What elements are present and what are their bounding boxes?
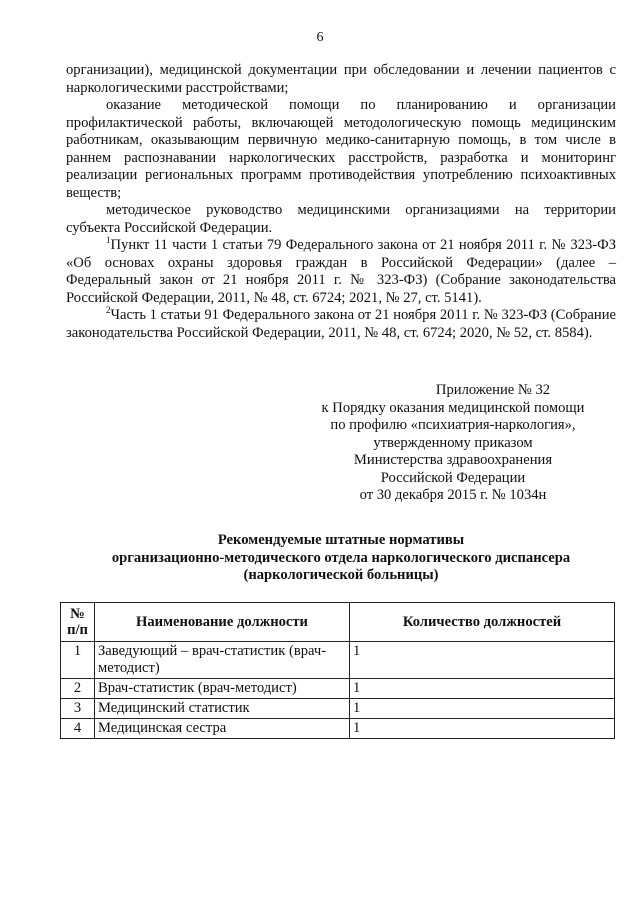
appendix-header: [300, 382, 606, 505]
appendix-line: Российской Федерации: [380, 469, 526, 486]
table-header-row: [61, 603, 615, 642]
footnote-2: [66, 307, 616, 342]
table-row: [61, 699, 615, 719]
document-body: [66, 62, 616, 342]
header-number: [61, 603, 95, 642]
footnote-2-text: Часть 1 статьи 91 Федерального закона от 21 ноября 2011 г. № 323-ФЗ (Собрание законодательства Российской Федерации, 2011, № 48, ст. 6724; 2020, № 52, ст. 8584).: [66, 307, 616, 341]
appendix-line: по профилю «психиатрия-наркология»,: [330, 417, 576, 433]
row-position-name: Врач-статистик (врач-методист): [95, 679, 350, 699]
row-number: 4: [61, 719, 95, 739]
row-number: 1: [61, 642, 95, 679]
appendix-line: Министерства здравоохранения: [353, 452, 553, 468]
footnote-1-text: Пункт 11 части 1 статьи 79 Федерального закона от 21 ноября 2011 г. № 323-ФЗ «Об основах охраны здоровья граждан в Российской Федерации» (далее – Федеральный закон от 21 ноября 2011 г. № 323-ФЗ) (Собрание законодательства Российской Федерации, 2011, № 48, ст. 6724; 2021, № 27, ст. 5141).: [66, 237, 616, 306]
row-position-count: 1: [350, 699, 615, 719]
title-line: (наркологической больницы): [243, 567, 439, 583]
table-row: [61, 642, 615, 679]
paragraph-methodical-help: оказание методической помощи по планированию и организации профилактической работы, включающей методологическую помощь медицинским работникам, оказывающим первичную медико-санитарную помощь, в том числе в раннем распознавании наркологических расстройств, разработка и мониторинг реализации региональных программ противодействия употреблению психоактивных веществ;: [66, 97, 616, 201]
paragraph-documentation: организации), медицинской документации при обследовании и лечении пациентов с наркологическими расстройствами;: [66, 62, 616, 96]
footnote-2-mark: 2: [106, 305, 111, 316]
page-number: 6: [316, 30, 324, 45]
header-number-abbr: п/п: [67, 622, 88, 638]
title-line: Рекомендуемые штатные нормативы: [217, 532, 465, 548]
row-number: 3: [61, 699, 95, 719]
row-position-count: 1: [350, 679, 615, 699]
appendix-order-date: от 30 декабря 2015 г. № 1034н: [359, 487, 547, 503]
table-row: [61, 719, 615, 739]
row-position-name: Заведующий – врач-статистик (врач-методист): [95, 642, 350, 679]
appendix-number: Приложение № 32: [435, 382, 551, 398]
header-number-sign: №: [70, 606, 85, 622]
table-row: [61, 679, 615, 699]
header-position-name: Наименование должности: [95, 603, 350, 642]
appendix-line: утвержденному приказом: [373, 434, 533, 451]
footnote-1: [66, 237, 616, 307]
row-position-name: Медицинский статистик: [95, 699, 350, 719]
header-position-count: Количество должностей: [350, 603, 615, 642]
row-position-name: Медицинская сестра: [95, 719, 350, 739]
row-position-count: 1: [350, 642, 615, 679]
staff-norms-table: [60, 602, 615, 739]
row-number: 2: [61, 679, 95, 699]
paragraph-methodical-guidance: методическое руководство медицинскими организациями на территории субъекта Российской Федерации.: [66, 202, 616, 236]
document-title: [66, 532, 616, 585]
title-line: организационно-методического отдела наркологического диспансера: [111, 549, 571, 566]
appendix-line: к Порядку оказания медицинской помощи: [321, 399, 585, 416]
row-position-count: 1: [350, 719, 615, 739]
footnote-1-mark: 1: [106, 235, 111, 246]
